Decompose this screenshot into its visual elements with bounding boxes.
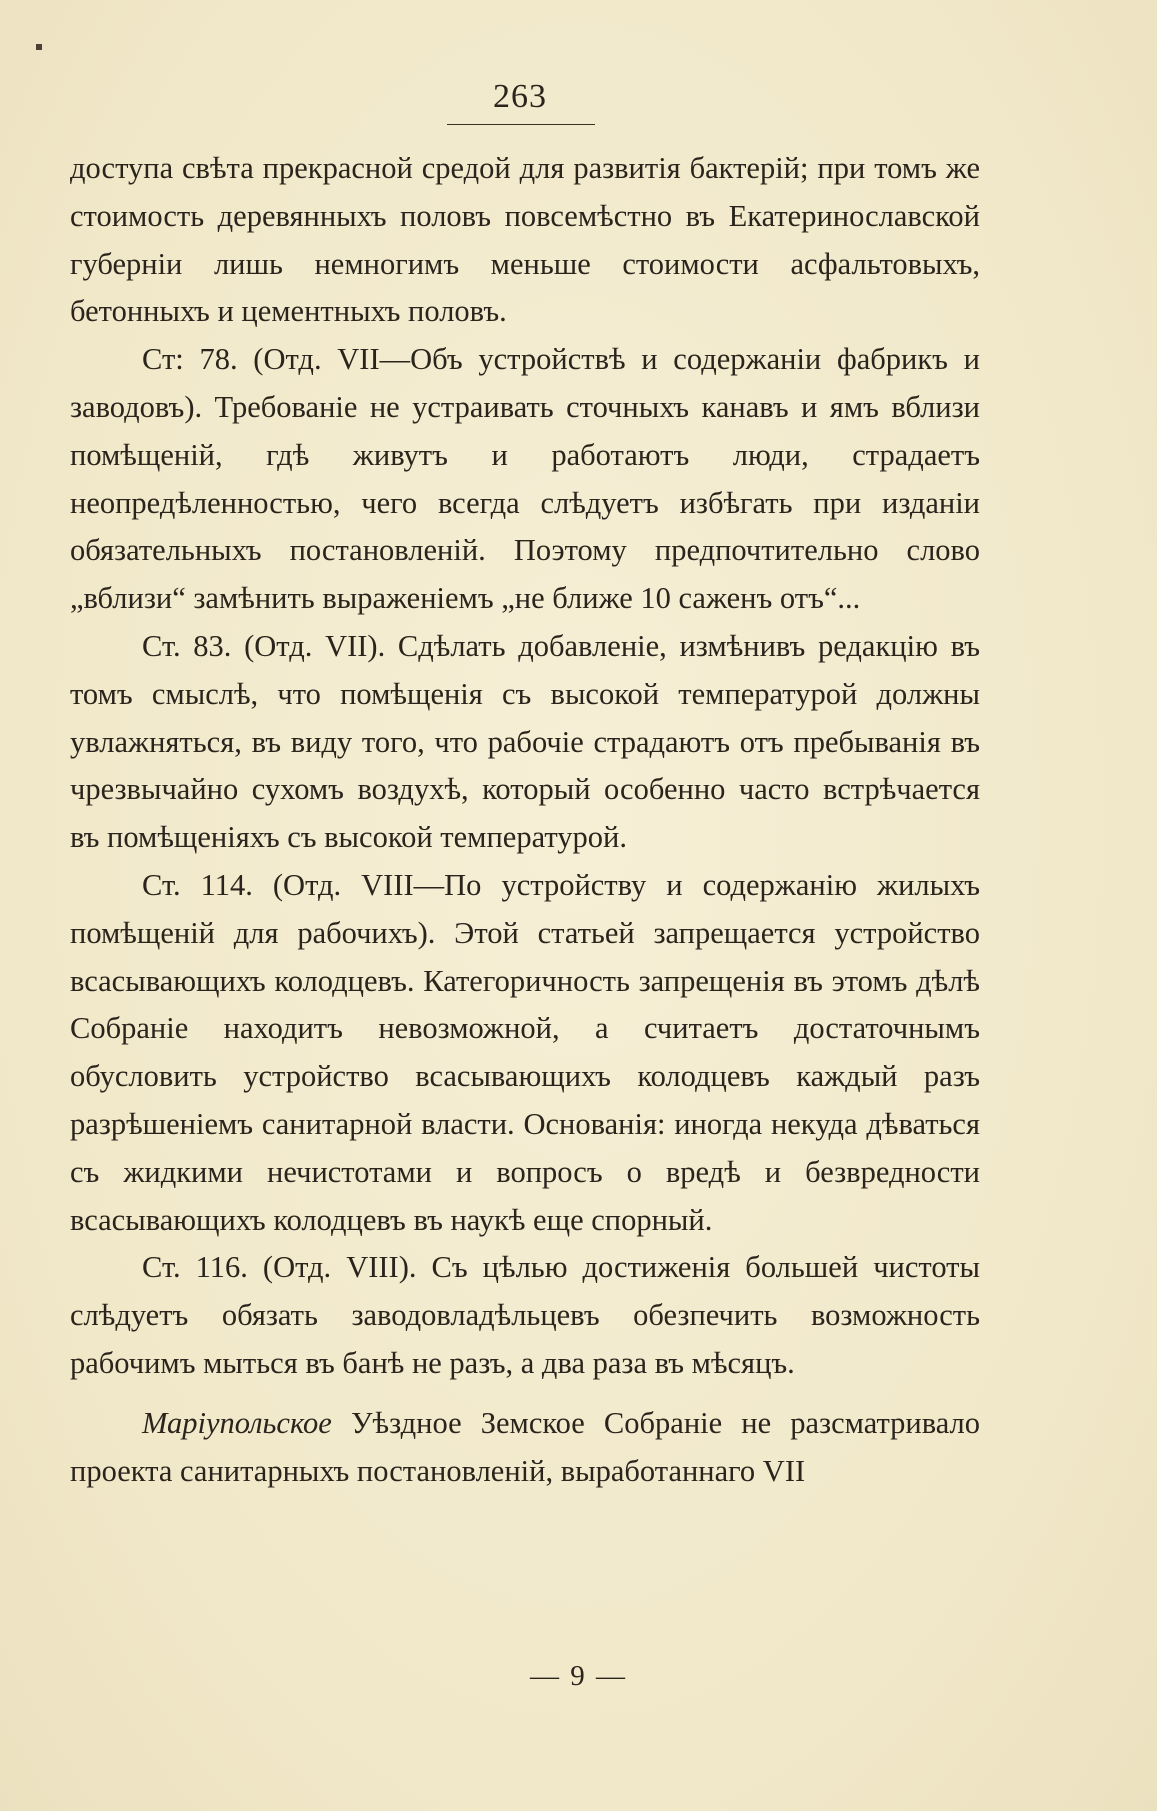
paragraph-article-83: Ст. 83. (Отд. VII). Сдѣлать добавленіе, измѣнивъ редакцію въ томъ смыслѣ, что помѣщенія съ высокой температурой должны увлажняться, въ виду того, что рабочіе страдаютъ отъ пребыванія въ чрезвычайно сухомъ воздухѣ, который особенно часто встрѣчается въ помѣщеніяхъ съ высокой температурой. [70, 628, 980, 855]
paragraph-mariupol [70, 1400, 980, 1496]
page-number: 263 [493, 78, 547, 115]
paragraph-article-78: Ст: 78. (Отд. VII—Объ устройствѣ и содержаніи фабрикъ и заводовъ). Требованіе не устраивать сточныхъ канавъ и ямъ вблизи помѣщеній, гдѣ живутъ и работаютъ люди, страдаетъ неопредѣленностью, чего всегда слѣдуетъ избѣгать при изданіи обязательныхъ постановленій. Поэтому предпочтительно слово „вблизи“ замѣнить выраженіемъ „не ближе 10 саженъ отъ“... [70, 342, 980, 616]
ink-speck [36, 44, 42, 50]
paragraph-mariupol-text: Уѣздное Земское Собраніе не разсматривало проекта санитарныхъ постановленій, выработаннаго VII [70, 1405, 980, 1488]
paragraph-continuation: доступа свѣта прекрасной средой для развитія бактерій; при томъ же стоимость деревянныхъ половъ повсемѣстно въ Екатеринославской губерніи лишь немногимъ меньше стоимости асфальтовыхъ, бетонныхъ и цементныхъ половъ. [70, 151, 980, 329]
signature-mark: — 9 — [530, 1660, 627, 1692]
header-rule [447, 124, 595, 125]
paragraph-article-116: Ст. 116. (Отд. VIII). Съ цѣлью достиженія большей чистоты слѣдуетъ обязать заводовладѣльцевъ обезпечить возможность рабочимъ мыться въ банѣ не разъ, а два раза въ мѣсяцъ. [70, 1250, 980, 1380]
body-text [70, 145, 980, 1495]
paragraph-article-114: Ст. 114. (Отд. VIII—По устройству и содержанію жилыхъ помѣщеній для рабочихъ). Этой статьей запрещается устройство всасывающихъ колодцевъ. Категоричность запрещенія въ этомъ дѣлѣ Собраніе находитъ невозможной, а считаетъ достаточнымъ обусловить устройство всасывающихъ колодцевъ каждый разъ разрѣшеніемъ санитарной власти. Основанія: иногда некуда дѣваться съ жидкими нечистотами и вопросъ о вредѣ и безвредности всасывающихъ колодцевъ въ наукѣ еще спорный. [70, 867, 980, 1237]
place-name: Маріупольское [142, 1405, 332, 1440]
